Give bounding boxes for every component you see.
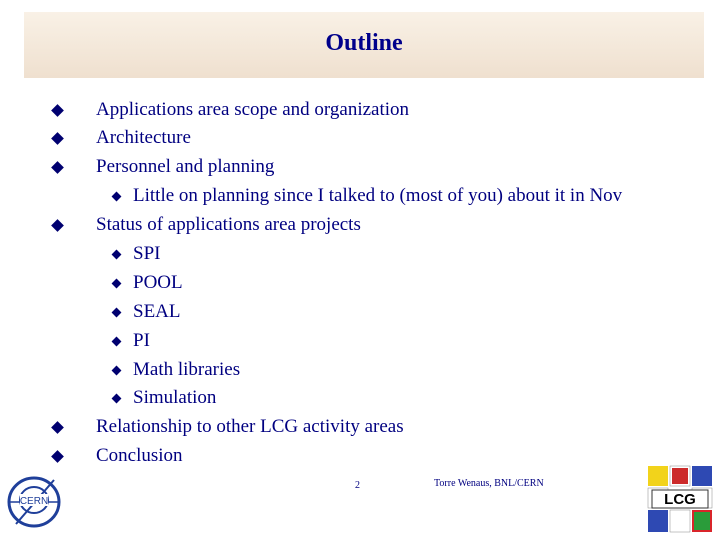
- cern-logo-text: CERN: [19, 496, 49, 507]
- sub-bullet-diamond-icon: [112, 192, 122, 202]
- sub-bullet-item: SPI: [133, 243, 161, 264]
- sub-bullet-item: Simulation: [133, 387, 217, 408]
- sub-bullet-item: POOL: [133, 272, 183, 293]
- bullet-item: Personnel and planning: [96, 156, 275, 177]
- sub-bullet-diamond-icon: [112, 279, 122, 289]
- sub-bullet-diamond-icon: [112, 337, 122, 347]
- cern-logo: [6, 470, 62, 534]
- sub-bullet-diamond-icon: [112, 394, 122, 404]
- footer-author: Torre Wenaus, BNL/CERN: [434, 478, 544, 489]
- sub-bullet-item: SEAL: [133, 301, 181, 322]
- bullet-diamond-icon: [51, 219, 64, 232]
- bullet-diamond-icon: [51, 104, 64, 117]
- lcg-logo-text: LCG: [664, 491, 696, 508]
- lcg-logo: [646, 464, 714, 534]
- sub-bullet-diamond-icon: [112, 308, 122, 318]
- bullet-item: Conclusion: [96, 445, 183, 466]
- page-number: 2: [355, 480, 360, 491]
- bullet-diamond-icon: [51, 132, 64, 145]
- bullet-item: Status of applications area projects: [96, 214, 361, 235]
- bullet-diamond-icon: [51, 450, 64, 463]
- bullet-item: Architecture: [96, 127, 191, 148]
- sub-bullet-item: Little on planning since I talked to (most of you) about it in Nov: [133, 185, 623, 206]
- sub-bullet-item: PI: [133, 330, 150, 351]
- bullet-diamond-icon: [51, 421, 64, 434]
- bullet-diamond-icon: [51, 161, 64, 174]
- bullet-item: Relationship to other LCG activity areas: [96, 416, 404, 437]
- sub-bullet-diamond-icon: [112, 366, 122, 376]
- bullet-item: Applications area scope and organization: [96, 99, 410, 120]
- slide-title: Outline: [325, 29, 403, 56]
- sub-bullet-diamond-icon: [112, 250, 122, 260]
- sub-bullet-item: Math libraries: [133, 359, 241, 380]
